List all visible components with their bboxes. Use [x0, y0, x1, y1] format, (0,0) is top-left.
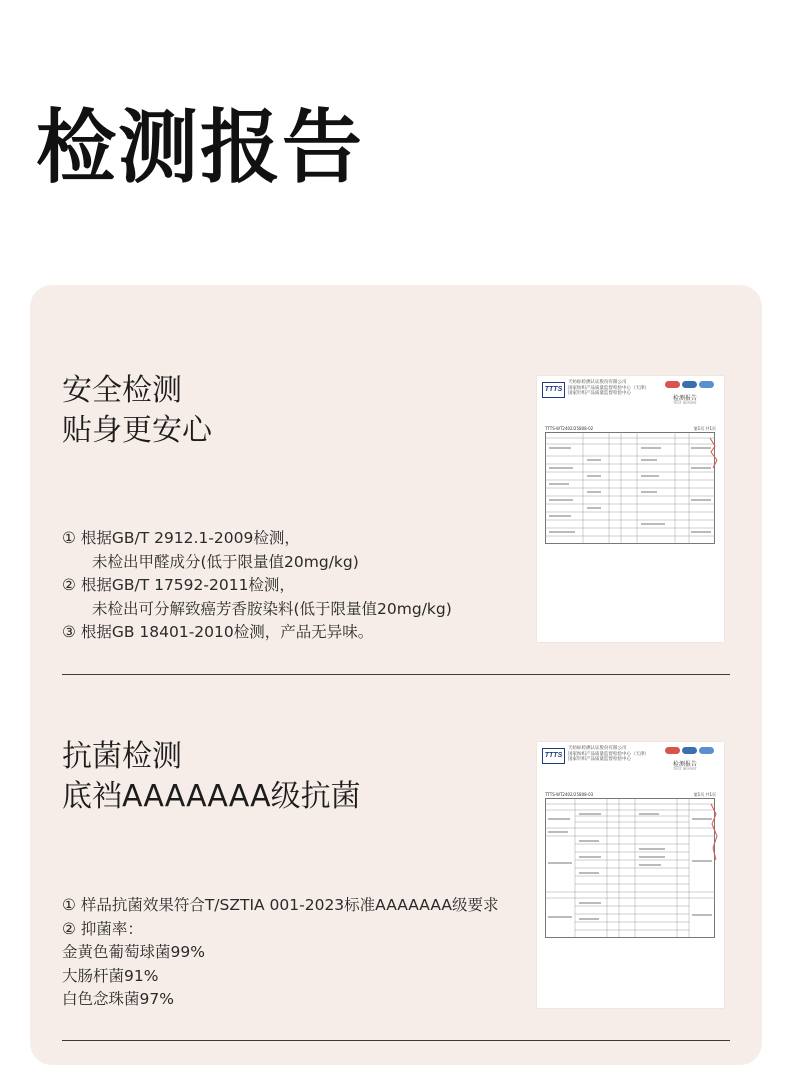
safety-heading-line1: 安全检测 [62, 373, 182, 408]
report-page-no: 第1页 共1页 [693, 426, 716, 431]
antibacterial-rate-candida: 白色念珠菌97% [62, 990, 174, 1008]
antibacterial-heading [62, 737, 361, 817]
report-page-no: 第1页 共1页 [693, 792, 716, 797]
report-org-line2: 国家纺织产品质量监督检验中心（天津） [568, 385, 649, 391]
report-org [568, 380, 649, 397]
safety-heading-line2: 贴身更安心 [62, 413, 212, 448]
report-title: 检测报告 [673, 761, 698, 768]
safety-heading [62, 371, 212, 451]
antibacterial-rate-staph: 金黄色葡萄球菌99% [62, 943, 205, 961]
safety-notes [62, 527, 452, 645]
report-org-line1: 天纺标检测认证股份有限公司 [568, 380, 627, 385]
report-title: 检测报告 [673, 395, 698, 402]
report-org-line1: 天纺标检测认证股份有限公司 [568, 746, 627, 751]
page-title: 检测报告 [36, 101, 364, 194]
cert-mark-icon [665, 381, 680, 388]
cert-mark-icon [682, 381, 697, 388]
section-divider [62, 1040, 730, 1041]
safety-note-2: ② 根据GB/T 17592-2011检测， [62, 576, 295, 594]
report-cert-marks [665, 747, 714, 754]
antibacterial-report-image [537, 742, 724, 1008]
report-logo: TTTS [542, 382, 565, 398]
cert-mark-icon [699, 381, 714, 388]
safety-note-1-detail: 未检出甲醛成分(低于限量值20mg/kg) [92, 552, 359, 571]
safety-note-1: ① 根据GB/T 2912.1-2009检测， [62, 529, 300, 547]
report-table [545, 798, 715, 938]
cert-mark-icon [699, 747, 714, 754]
antibacterial-heading-line2: 底裆AAAAAAA级抗菌 [62, 779, 361, 814]
report-org-line3: 国家针织产品质量监督检验中心 [568, 391, 631, 396]
report-cert-marks [665, 381, 714, 388]
report-org-line2: 国家纺织产品质量监督检验中心（天津） [568, 751, 649, 757]
safety-note-3: ③ 根据GB 18401-2010检测，产品无异味。 [62, 623, 374, 641]
report-org [568, 746, 649, 763]
report-logo: TTTS [542, 748, 565, 764]
cert-mark-icon [665, 747, 680, 754]
safety-note-2-detail: 未检出可分解致癌芳香胺染料(低于限量值20mg/kg) [92, 599, 452, 618]
safety-report-image [537, 376, 724, 642]
report-org-line3: 国家针织产品质量监督检验中心 [568, 757, 631, 762]
handwriting-mark-icon [707, 802, 721, 862]
report-subtitle: TEST REPORT [673, 401, 697, 405]
antibacterial-notes [62, 894, 498, 1012]
antibacterial-note-1: ① 样品抗菌效果符合T/SZTIA 001-2023标准AAAAAAA级要求 [62, 896, 499, 914]
antibacterial-note-2: ② 抑菌率： [62, 919, 143, 938]
section-divider [62, 674, 730, 675]
report-subtitle: TEST REPORT [673, 767, 697, 771]
antibacterial-heading-line1: 抗菌检测 [62, 739, 182, 774]
report-table [545, 432, 715, 544]
antibacterial-rate-ecoli: 大肠杆菌91% [62, 966, 159, 985]
report-ref-no: TTTS-WT2402/25808-03 [545, 792, 594, 797]
cert-mark-icon [682, 747, 697, 754]
handwriting-mark-icon [707, 436, 721, 470]
report-ref-no: TTTS-WT2402/25808-02 [545, 426, 594, 431]
